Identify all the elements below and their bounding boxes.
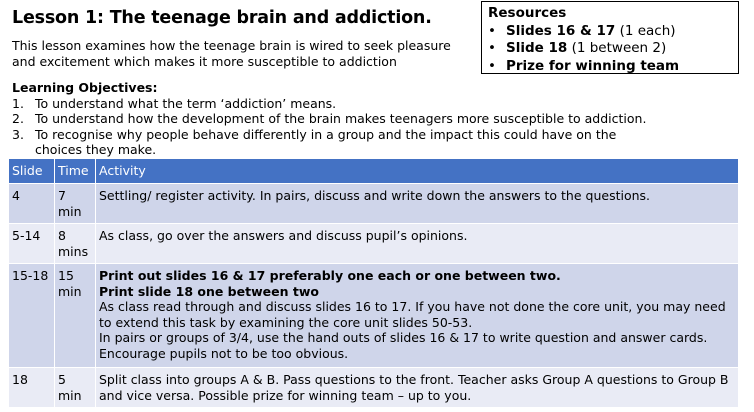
objective-text: To understand how the development of the brain makes teenagers more susceptible to addiction. [35,111,647,126]
cell-slide: 5-14 [9,224,55,264]
table-row [9,264,739,368]
table-row [9,184,739,224]
lesson-plan-table [9,159,739,407]
activity-instruction-print-16-17: Print out slides 16 & 17 preferably one each or one between two. [99,268,561,283]
resources-list [488,23,738,76]
lesson-title: Lesson 1: The teenage brain and addiction. [12,8,432,28]
objective-number: 1. [12,95,24,111]
header-activity: Activity [96,159,739,184]
table-row [9,224,739,264]
bullet-icon: • [488,22,496,39]
cell-time: 8 mins [55,224,96,264]
activity-instruction-print-18: Print slide 18 one between two [99,283,319,299]
resources-item-bold: Slides 16 & 17 [506,22,616,39]
resources-item [488,58,738,76]
cell-activity: As class, go over the answers and discuss pupil’s opinions. [96,224,739,264]
objective-text: To recognise why people behave differently in a group and the impact this could have on the choices they make. [35,126,617,157]
table-header-row [9,159,739,184]
bullet-icon: • [488,40,496,56]
resources-item-bold: Slide 18 [506,40,568,56]
cell-slide: 18 [9,368,55,408]
cell-activity: Split class into groups A & B. Pass questions to the front. Teacher asks Group A questions to Group B and vice versa. Possible prize for winning team – up to you. [96,368,739,408]
activity-text: In pairs or groups of 3/4, use the hand outs of slides 16 & 17 to write question and answer cards. Encourage pupils not to be too obvious. [99,330,708,361]
bullet-icon: • [488,57,496,74]
cell-time: 7 min [55,184,96,224]
resources-box [481,1,739,74]
resources-item [488,23,738,41]
table-row [9,368,739,408]
header-slide: Slide [9,159,55,184]
cell-slide: 4 [9,184,55,224]
resources-item-rest: (1 each) [615,22,676,39]
cell-activity: Settling/ register activity. In pairs, discuss and write down the answers to the questions. [96,184,739,224]
cell-slide: 15-18 [9,264,55,368]
cell-activity [96,264,739,368]
resources-heading: Resources [488,5,567,21]
objective-number: 2. [12,111,24,126]
resources-item-rest: (1 between 2) [567,40,667,56]
cell-time: 5 min [55,368,96,408]
resources-item-bold: Prize for winning team [506,57,680,74]
objective-item [12,111,732,127]
objectives-heading: Learning Objectives: [12,80,158,95]
objective-item [12,96,732,112]
objective-number: 3. [12,126,24,142]
cell-time: 15 min [55,264,96,368]
objectives-list [12,96,732,158]
header-time: Time [55,159,96,184]
learning-objectives [12,80,732,158]
objective-text: To understand what the term ‘addiction’ means. [35,95,337,111]
objective-item [12,127,732,158]
resources-item [488,40,738,58]
lesson-intro: This lesson examines how the teenage brain is wired to seek pleasure and excitement which makes it more susceptible to addiction [12,38,451,69]
activity-text: As class read through and discuss slides 16 to 17. If you have not done the core unit, you may need to extend this task by examining the core unit slides 50-53. [99,299,726,330]
